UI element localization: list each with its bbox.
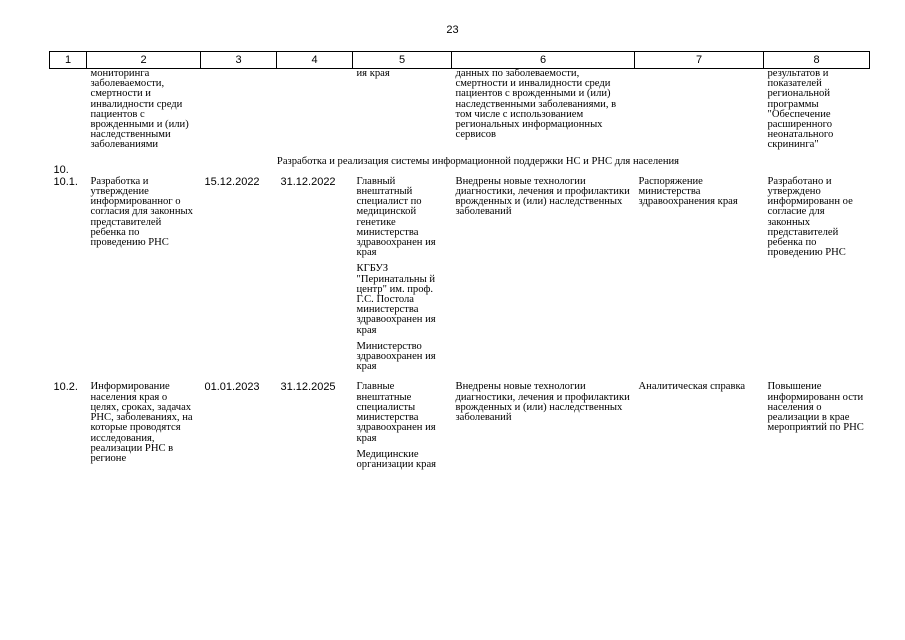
start-date: 01.01.2023 — [204, 381, 260, 394]
col-header-2: 2 — [87, 52, 201, 69]
executor-2: Медицинские организации края — [356, 448, 437, 470]
executor-1: Главные внештатные специалисты министерства здравоохранен ия края — [356, 381, 436, 444]
cont-effect: данных по заболеваемости, смертности и инвалидности среди пациентов с врожденными и (или) наследственными заболеваниями, в том числе с использованием региональных информационных сервисов — [455, 68, 617, 141]
cont-activity: мониторинга заболеваемости, смертности и инвалидности среди пациентов с врожденными и (или) наследственными заболеваниями — [90, 68, 189, 151]
activity-title: Разработка и утверждение информированног о согласия для законных представителей ребенка по проведению РНС — [90, 175, 193, 249]
executor-cell — [353, 177, 452, 373]
section-title: Разработка и реализация системы информационной поддержки НС и РНС для населения — [276, 155, 680, 167]
executor-2: КГБУЗ "Перинатальны й центр" им. проф. Г.С. Постола министерства здравоохранен ия края — [356, 263, 436, 336]
executor-3: Министерство здравоохранен ия края — [356, 340, 436, 373]
cont-executor: ия края — [356, 68, 390, 79]
end-date: 31.12.2025 — [280, 381, 336, 394]
row-number: 10.1. — [53, 175, 78, 188]
document-type: Распоряжение министерства здравоохранения края — [638, 175, 738, 208]
col-header-6: 6 — [452, 52, 635, 69]
row-number: 10.2. — [53, 381, 78, 394]
col-header-1: 1 — [50, 52, 87, 69]
start-date: 15.12.2022 — [204, 175, 260, 188]
table-row — [50, 372, 870, 470]
activity-title: Информирование населения края о целях, сроках, задачах РНС, заболеваниях, на которые проводятся исследования, реализации РНС в регионе — [90, 381, 193, 464]
col-header-5: 5 — [353, 52, 452, 69]
expected-result: Повышение информированн ости населения о реализации в крае мероприятий по РНС — [767, 381, 864, 434]
cont-result: результатов и показателей региональной программы "Обеспечение расширенного неонатального скрининга" — [767, 68, 834, 151]
section-row — [50, 151, 870, 177]
end-date: 31.12.2022 — [280, 175, 336, 188]
expected-effect: Внедрены новые технологии диагностики, лечения и профилактики врожденных и (или) наследственных заболеваний — [455, 381, 630, 424]
plan-table — [49, 51, 870, 470]
expected-effect: Внедрены новые технологии диагностики, лечения и профилактики врожденных и (или) наследственных заболеваний — [455, 175, 630, 218]
column-number-row — [50, 52, 870, 69]
executor-cell — [353, 372, 452, 470]
expected-result: Разработано и утверждено информированн ое согласие для законных представителей ребенка по проведению РНС — [767, 175, 853, 259]
section-number: 10. — [53, 163, 69, 176]
col-header-4: 4 — [277, 52, 353, 69]
continued-row — [50, 69, 870, 151]
page-number: 23 — [446, 24, 459, 36]
table-row — [50, 177, 870, 373]
col-header-7: 7 — [635, 52, 764, 69]
col-header-8: 8 — [764, 52, 870, 69]
col-header-3: 3 — [201, 52, 277, 69]
executor-1: Главный внештатный специалист по медицинской генетике министерства здравоохранен ия края — [356, 175, 436, 259]
document-type: Аналитическая справка — [638, 381, 746, 393]
